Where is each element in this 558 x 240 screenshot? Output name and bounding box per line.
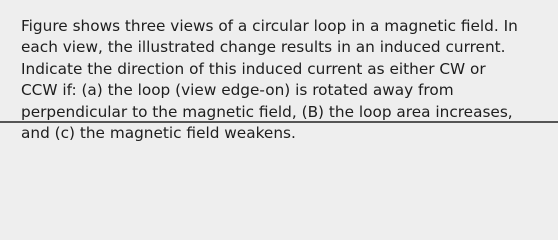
- question-text: Figure shows three views of a circular loop in a magnetic field. In each view, the illustrated change results in an induced current. Indicate the direction of this induced current as either CW or CCW if: (a) the loop (view edge-on) is rotated away from perpendicular to the magnetic field, (B) the loop area increases, and (c) the magnetic field weakens.: [21, 17, 518, 143]
